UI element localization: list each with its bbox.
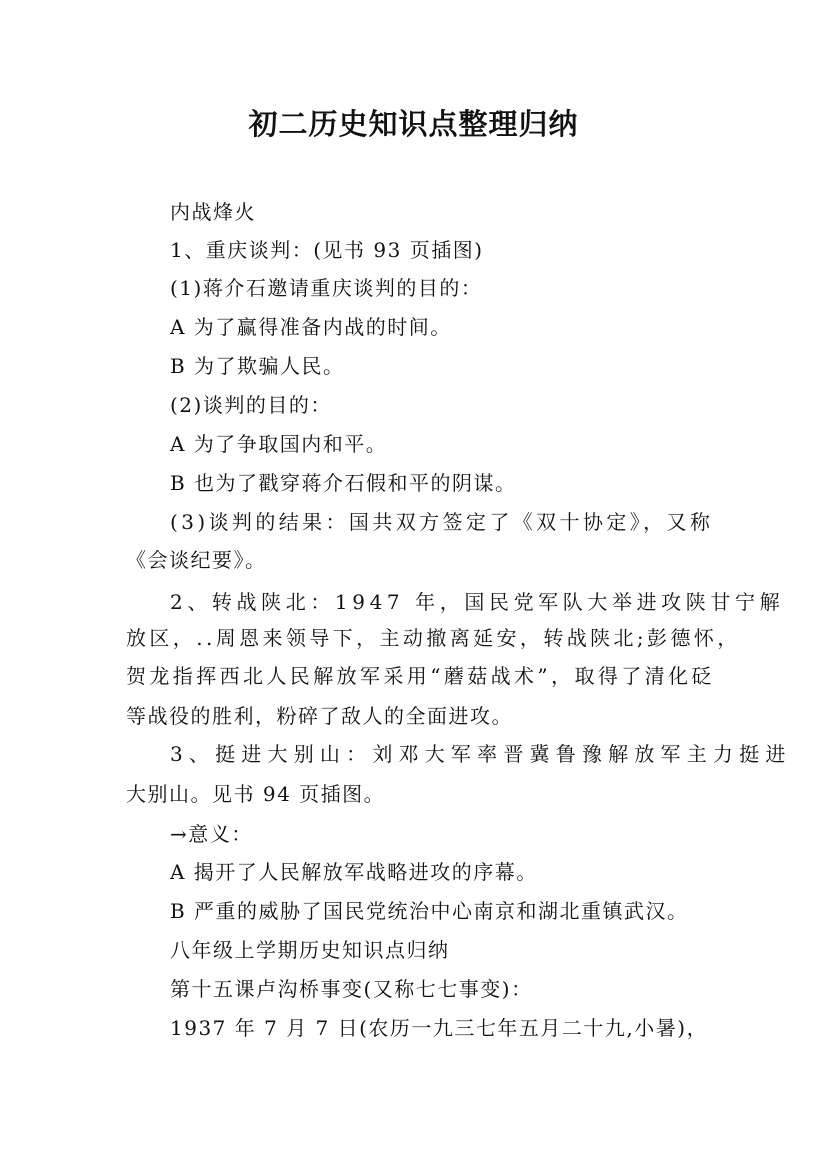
text-line: B 为了欺骗人民。 (170, 354, 345, 378)
text-line: B 也为了戳穿蒋介石假和平的阴谋。 (170, 471, 517, 495)
text-line: 大别山。见书 94 页插图。 (126, 782, 386, 806)
text-line: A 为了赢得准备内战的时间。 (170, 315, 452, 339)
text-line: 等战役的胜利，粉碎了敌人的全面进攻。 (126, 704, 513, 728)
text-line: (2)谈判的目的： (170, 393, 332, 417)
text-line: 放区，..周恩来领导下，主动撤离延安，转战陕北;彭德怀， (126, 626, 741, 650)
text-line: 贺龙指挥西北人民解放军采用“蘑菇战术”，取得了清化砭 (126, 664, 715, 688)
text-line: →意义： (170, 822, 253, 846)
text-line: 2、转战陕北：1947 年，国民党军队大举进攻陕甘宁解 (170, 590, 785, 614)
section-heading: 八年级上学期历史知识点归纳 (170, 938, 450, 962)
text-line: 《会谈纪要》。 (126, 548, 267, 572)
text-line: A 为了争取国内和平。 (170, 432, 388, 456)
text-line: (3)谈判的结果：国共双方签定了《双十协定》，又称 (170, 510, 714, 534)
section-heading: 内战烽火 (170, 200, 256, 224)
text-line: 3、挺进大别山：刘邓大军率晋冀鲁豫解放军主力挺进 (170, 742, 792, 766)
text-line: A 揭开了人民解放军战略进攻的序幕。 (170, 860, 538, 884)
text-line: 1、重庆谈判：(见书 93 页插图) (170, 238, 484, 262)
document-title: 初二历史知识点整理归纳 (248, 107, 579, 141)
text-line: 1937 年 7 月 7 日(农历一九三七年五月二十九,小暑)， (170, 1016, 709, 1040)
text-line: 第十五课卢沟桥事变(又称七七事变)： (170, 977, 533, 1001)
text-line: B 严重的威胁了国民党统治中心南京和湖北重镇武汉。 (170, 899, 689, 923)
text-line: (1)蒋介石邀请重庆谈判的目的： (170, 276, 483, 300)
